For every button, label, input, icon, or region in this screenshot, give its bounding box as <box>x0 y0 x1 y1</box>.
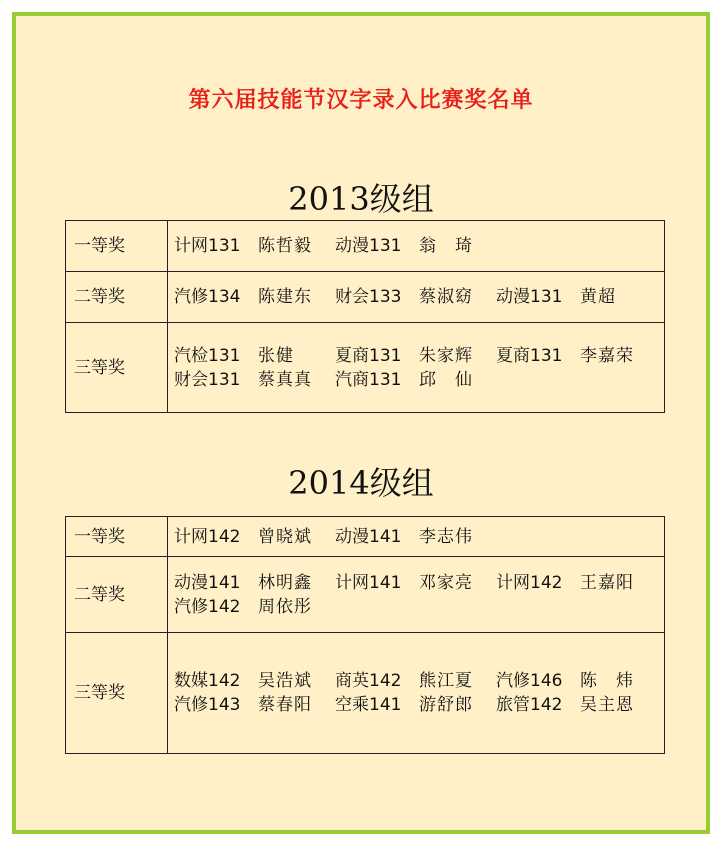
student-name: 张健 <box>258 345 294 366</box>
class-name: 汽商131 <box>335 369 402 390</box>
winner-line <box>174 344 664 368</box>
group-heading-2014: 2014级组 <box>288 464 434 502</box>
award-table-2014 <box>65 516 665 754</box>
winner-line <box>174 595 664 619</box>
winner-line <box>174 571 664 595</box>
class-name: 计网141 <box>335 572 402 593</box>
winner-line <box>174 368 664 392</box>
winner-entry <box>174 693 335 717</box>
award-table-2013 <box>65 220 665 413</box>
award-row-second <box>66 272 665 323</box>
class-name: 汽检131 <box>174 345 241 366</box>
winner-entry <box>174 669 335 693</box>
student-name: 陈 炜 <box>580 671 634 691</box>
award-label: 二等奖 <box>66 272 168 323</box>
winner-entry <box>335 234 496 258</box>
class-name: 财会131 <box>174 369 241 390</box>
winner-entry <box>174 368 335 392</box>
winner-line <box>174 669 664 693</box>
class-name: 空乘141 <box>335 695 402 715</box>
class-name: 夏商131 <box>496 345 563 366</box>
winner-entry <box>174 571 335 595</box>
student-name: 翁 琦 <box>419 236 473 256</box>
winner-entry <box>335 571 496 595</box>
student-name: 林明鑫 <box>258 572 312 593</box>
class-name: 计网142 <box>496 572 563 593</box>
class-name: 夏商131 <box>335 345 402 366</box>
award-row-first <box>66 221 665 272</box>
award-label: 一等奖 <box>66 517 168 557</box>
student-name: 王嘉阳 <box>580 572 634 593</box>
class-name: 计网131 <box>174 236 241 256</box>
student-name: 朱家辉 <box>419 345 473 366</box>
award-row-second <box>66 557 665 633</box>
student-name: 邓家亮 <box>419 572 473 593</box>
winner-line <box>174 525 664 549</box>
class-name: 数媒142 <box>174 671 241 691</box>
student-name: 熊江夏 <box>419 671 473 691</box>
winner-line <box>174 234 664 258</box>
winner-entry <box>496 669 657 693</box>
winner-line <box>174 693 664 717</box>
winner-entry <box>335 344 496 368</box>
winners-cell <box>168 323 665 413</box>
class-name: 动漫141 <box>174 572 241 593</box>
class-name: 动漫131 <box>335 236 402 256</box>
student-name: 蔡春阳 <box>258 695 312 715</box>
winner-entry <box>174 595 335 619</box>
winners-cell <box>168 221 665 272</box>
winner-entry <box>174 234 335 258</box>
student-name: 蔡真真 <box>258 369 312 390</box>
winner-entry <box>496 571 657 595</box>
award-row-third <box>66 323 665 413</box>
winner-entry <box>335 285 496 309</box>
winner-line <box>174 285 664 309</box>
student-name: 吴主恩 <box>580 695 634 715</box>
student-name: 陈建东 <box>258 287 312 307</box>
award-label: 三等奖 <box>66 323 168 413</box>
student-name: 邱 仙 <box>419 369 473 390</box>
student-name: 陈哲毅 <box>258 236 312 256</box>
winner-entry <box>496 693 657 717</box>
winner-entry <box>335 693 496 717</box>
student-name: 李志伟 <box>419 526 473 547</box>
award-row-third <box>66 633 665 754</box>
class-name: 汽修134 <box>174 287 241 307</box>
winner-entry <box>174 525 335 549</box>
class-name: 汽修146 <box>496 671 563 691</box>
page-title: 第六届技能节汉字录入比赛奖名单 <box>188 88 534 113</box>
award-list-page <box>12 12 710 834</box>
class-name: 汽修143 <box>174 695 241 715</box>
student-name: 游舒郎 <box>419 695 473 715</box>
award-label: 三等奖 <box>66 633 168 754</box>
class-name: 动漫141 <box>335 526 402 547</box>
class-name: 财会133 <box>335 287 402 307</box>
winners-cell <box>168 557 665 633</box>
winner-entry <box>496 344 657 368</box>
student-name: 周依彤 <box>258 596 312 617</box>
winners-cell <box>168 517 665 557</box>
student-name: 李嘉荣 <box>580 345 634 366</box>
winner-entry <box>335 669 496 693</box>
award-row-first <box>66 517 665 557</box>
winner-entry <box>496 285 657 309</box>
class-name: 计网142 <box>174 526 241 547</box>
award-label: 一等奖 <box>66 221 168 272</box>
winners-cell <box>168 633 665 754</box>
class-name: 商英142 <box>335 671 402 691</box>
student-name: 吴浩斌 <box>258 671 312 691</box>
award-label: 二等奖 <box>66 557 168 633</box>
winner-entry <box>335 525 496 549</box>
winner-entry <box>174 344 335 368</box>
winner-entry <box>174 285 335 309</box>
student-name: 黄超 <box>580 287 616 307</box>
class-name: 旅管142 <box>496 695 563 715</box>
class-name: 汽修142 <box>174 596 241 617</box>
winner-entry <box>335 368 496 392</box>
group-heading-2013: 2013级组 <box>288 180 434 218</box>
class-name: 动漫131 <box>496 287 563 307</box>
student-name: 蔡淑窈 <box>419 287 473 307</box>
winners-cell <box>168 272 665 323</box>
student-name: 曾晓斌 <box>258 526 312 547</box>
